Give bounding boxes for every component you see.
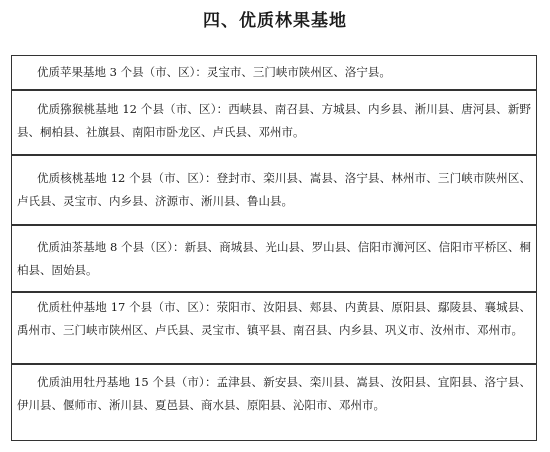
section-kiwi-text: 优质猕猴桃基地 12 个县（市、区）：西峡县、南召县、方城县、内乡县、淅川县、唐河县、新野县、桐柏县、社旗县、南阳市卧龙区、卢氏县、邓州市。: [17, 102, 531, 139]
section-apple-base: [11, 55, 537, 90]
section-peony-text: 优质油用牡丹基地 15 个县（市）：孟津县、新安县、栾川县、嵩县、汝阳县、宜阳县、洛宁县、伊川县、偃师市、淅川县、夏邑县、商水县、原阳县、沁阳市、邓州市。: [17, 375, 531, 412]
section-apple-text: 优质苹果基地 3 个县（市、区）：灵宝市、三门峡市陕州区、洛宁县。: [37, 65, 391, 79]
section-eucommia-base: [11, 292, 537, 364]
section-peony-base: [11, 364, 537, 441]
section-kiwi-base: [11, 90, 537, 155]
section-walnut-base: [11, 155, 537, 225]
page-title: 四、优质林果基地: [203, 11, 347, 31]
section-walnut-text: 优质核桃基地 12 个县（市、区）：登封市、栾川县、嵩县、洛宁县、林州市、三门峡市陕州区、卢氏县、灵宝市、内乡县、济源市、淅川县、鲁山县。: [17, 171, 531, 208]
section-oil-tea-text: 优质油茶基地 8 个县（区）：新县、商城县、光山县、罗山县、信阳市浉河区、信阳市平桥区、桐柏县、固始县。: [17, 240, 531, 277]
section-eucommia-text: 优质杜仲基地 17 个县（市、区）：荥阳市、汝阳县、郏县、内黄县、原阳县、鄢陵县、襄城县、禹州市、三门峡市陕州区、卢氏县、灵宝市、镇平县、南召县、内乡县、巩义市、汝州市、邓州市。: [17, 300, 531, 337]
section-oil-tea-base: [11, 225, 537, 292]
